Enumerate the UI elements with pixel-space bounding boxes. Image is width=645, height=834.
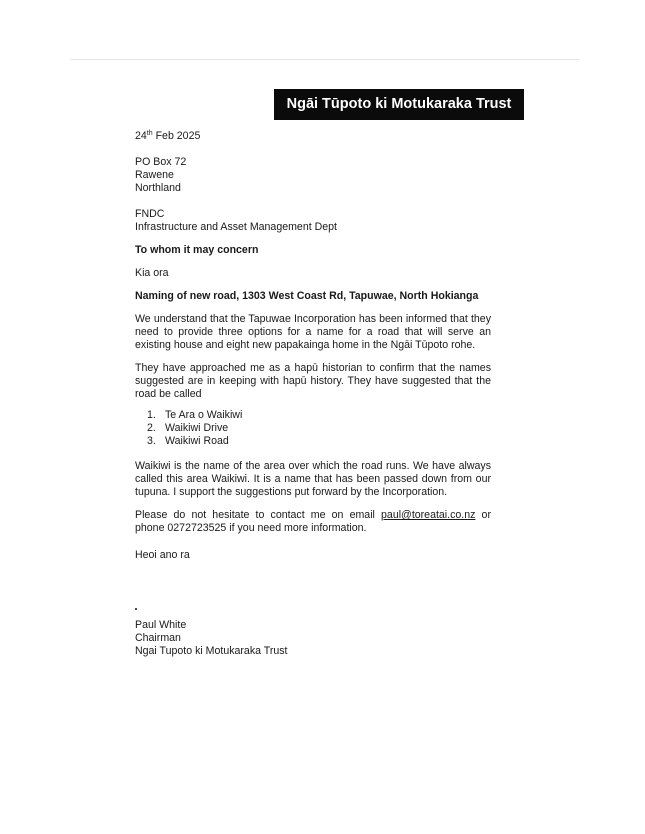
trust-name-banner: Ngāi Tūpoto ki Motukaraka Trust	[274, 89, 524, 120]
signature-block	[135, 619, 491, 658]
paragraph-intro: We understand that the Tapuwae Incorporation has been informed that they need to provide three options for a name for a road that will serve an existing house and eight new papakainga home in the Ngāi Tūpoto rohe.	[135, 313, 491, 351]
letter-date: 24th Feb 2025	[135, 130, 201, 142]
paragraph-contact: Please do not hesitate to contact me on email paul@toreatai.co.nz or phone 0272723525 if you need more information.	[135, 509, 491, 534]
greeting: Kia ora	[135, 267, 169, 279]
paragraph-support: Waikiwi is the name of the area over which the road runs. We have always called this area Waikiwi. It is a name that has been passed down from our tupuna. I support the suggestions put forward by the Incorporation.	[135, 460, 491, 498]
email-link[interactable]: paul@toreatai.co.nz	[381, 509, 476, 521]
subject-line: Naming of new road, 1303 West Coast Rd, Tapuwae, North Hokianga	[135, 290, 479, 302]
address-line: PO Box 72	[135, 156, 187, 168]
signatory-title: Chairman	[135, 632, 181, 644]
salutation-heading: To whom it may concern	[135, 244, 259, 256]
scan-edge-line	[70, 59, 580, 60]
road-name-list	[135, 409, 491, 448]
list-item: 2. Waikiwi Drive	[147, 422, 229, 434]
signatory-organisation: Ngai Tupoto ki Motukaraka Trust	[135, 645, 288, 657]
recipient-line: Infrastructure and Asset Management Dept	[135, 221, 337, 233]
closing: Heoi ano ra	[135, 549, 190, 561]
recipient-line: FNDC	[135, 208, 165, 220]
signatory-name: Paul White	[135, 619, 187, 631]
address-line: Rawene	[135, 169, 174, 181]
list-item: 3. Waikiwi Road	[147, 435, 229, 447]
sender-address	[135, 156, 491, 195]
list-item: 1. Te Ara o Waikiwi	[147, 409, 243, 421]
letter-body	[135, 130, 491, 658]
address-line: Northland	[135, 182, 181, 194]
signature-mark	[135, 608, 137, 610]
paragraph-request: They have approached me as a hapū historian to confirm that the names suggested are in keeping with hapū history. They have suggested that the road be called	[135, 362, 491, 400]
recipient-block	[135, 208, 491, 234]
